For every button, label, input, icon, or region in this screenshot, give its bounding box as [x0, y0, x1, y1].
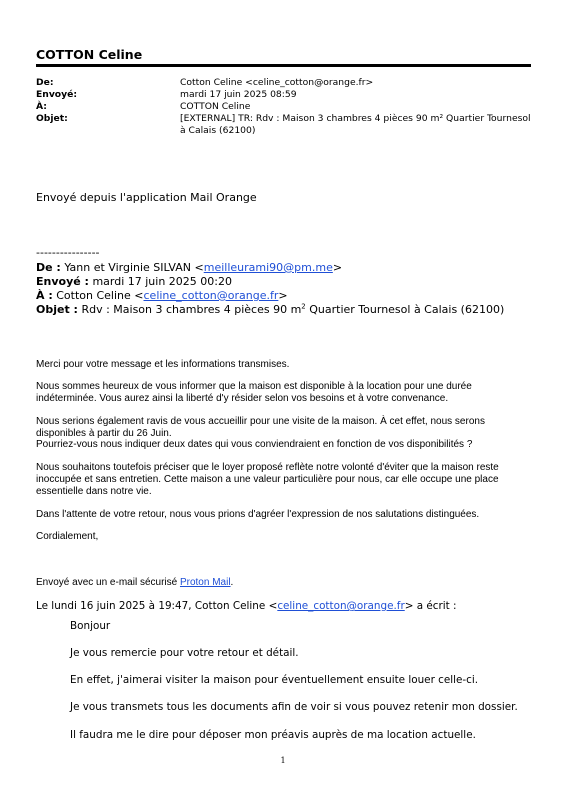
fwd-to-end: > [278, 289, 288, 302]
quoted-line: Bonjour [70, 620, 111, 632]
proton-prefix: Envoyé avec un e-mail sécurisé [36, 577, 180, 588]
header-label: Objet: [36, 113, 68, 124]
header-value: COTTON Celine [180, 101, 251, 112]
quoted-line: Je vous remercie pour votre retour et détail. [70, 647, 299, 659]
body-closing: Cordialement, [36, 531, 99, 542]
proton-mail-link[interactable]: Proton Mail [179, 577, 231, 588]
body-paragraph-3a: Nous serions également ravis de vous accueillir pour une visite de la maison. À cet effet, nous serons disponibles à partir du 26 Juin. [36, 416, 485, 439]
quoted-line: En effet, j'aimerai visiter la maison pour éventuellement ensuite louer celle-ci. [70, 674, 479, 686]
page-number: 1 [280, 756, 286, 765]
fwd-subject-value: Rdv : Maison 3 chambres 4 pièces 90 m [81, 303, 302, 316]
fwd-to-email-link[interactable]: celine_cotton@orange.fr [143, 289, 279, 302]
header-value: [EXTERNAL] TR: Rdv : Maison 3 chambres 4 pièces 90 m² Quartier Tournesol à Calais (62100) [180, 113, 531, 136]
header-rule [36, 64, 531, 67]
fwd-from-email-link[interactable]: meilleurami90@pm.me [203, 261, 333, 274]
fwd-sent-value: mardi 17 juin 2025 00:20 [92, 275, 232, 288]
sender-title: COTTON Celine [36, 47, 143, 62]
quoted-intro-suffix: > a écrit : [404, 600, 457, 612]
proton-suffix: . [230, 577, 234, 588]
fwd-to-label: À : [36, 289, 53, 302]
body-paragraph-5: Dans l'attente de votre retour, nous vous prions d'agréer l'expression de nos salutations distinguées. [36, 509, 480, 520]
fwd-subject [36, 303, 534, 317]
separator: ---------------- [36, 246, 100, 259]
body-paragraph-4: Nous souhaitons toutefois préciser que le loyer proposé reflète notre volonté d'éviter que la maison reste inoccupée et sans entretien. Cette maison a une valeur particulière pour nous, car elle occupe une place essentielle dans notre vie. [36, 462, 499, 497]
quoted-intro [36, 600, 534, 613]
fwd-from [36, 261, 534, 275]
quoted-intro-email-link[interactable]: celine_cotton@orange.fr [277, 600, 405, 612]
fwd-to [36, 289, 534, 303]
header-label: À: [36, 101, 47, 112]
proton-line [36, 577, 534, 589]
body-paragraph-1: Merci pour votre message et les informations transmises. [36, 359, 290, 370]
fwd-subject-rest: Quartier Tournesol à Calais (62100) [305, 303, 505, 316]
body-paragraph-2: Nous sommes heureux de vous informer que la maison est disponible à la location pour une durée indéterminée. Vous aurez ainsi la liberté d'y résider selon vos besoins et à votre convenance. [36, 381, 472, 404]
fwd-from-end: > [332, 261, 343, 274]
fwd-from-label: De : [36, 261, 61, 274]
fwd-subject-label: Objet : [36, 303, 78, 316]
header-label: Envoyé: [36, 89, 78, 100]
fwd-from-name: Yann et Virginie SILVAN < [64, 261, 204, 274]
body-paragraph-3b: Pourriez-vous nous indiquer deux dates qui vous conviendraient en fonction de vos disponibilités ? [36, 439, 473, 450]
fwd-sent [36, 275, 534, 289]
forward-note: Envoyé depuis l'application Mail Orange [36, 191, 257, 204]
header-label: De: [36, 77, 54, 88]
fwd-subject-sup: 2 [301, 302, 306, 311]
fwd-sent-label: Envoyé : [36, 275, 89, 288]
header-value: Cotton Celine <celine_cotton@orange.fr> [180, 77, 374, 88]
quoted-intro-prefix: Le lundi 16 juin 2025 à 19:47, Cotton Celine < [36, 600, 278, 612]
header-value: mardi 17 juin 2025 08:59 [180, 89, 297, 100]
quoted-line: Il faudra me le dire pour déposer mon préavis auprès de ma location actuelle. [70, 729, 476, 741]
fwd-to-name: Cotton Celine < [56, 289, 144, 302]
quoted-line: Je vous transmets tous les documents afin de voir si vous pouvez retenir mon dossier. [70, 701, 518, 713]
